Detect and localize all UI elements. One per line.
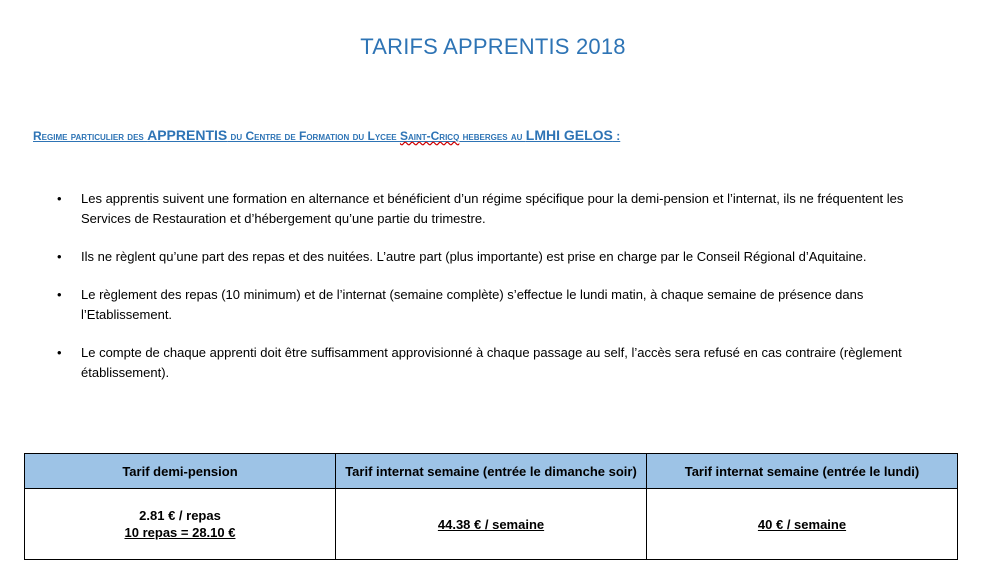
subtitle-part: Regime particulier des [33,129,148,143]
tariff-table [24,453,958,560]
subtitle-school-name: Saint-Cricq [399,129,460,143]
price-ten-meals: 10 repas = 28.10 € [124,525,236,540]
table-header-row [25,454,958,489]
bullet-icon: • [57,287,62,302]
subtitle-part: : [612,129,621,143]
price-internat-dimanche: 44.38 € / semaine [437,516,545,532]
cell-internat-dimanche [336,489,647,560]
price-internat-lundi: 40 € / semaine [757,516,847,532]
list-item [0,189,986,229]
page-title: TARIFS APPRENTIS 2018 [360,34,626,59]
section-subtitle [33,127,620,143]
cell-demi-pension [25,489,336,560]
cell-internat-lundi [647,489,958,560]
bullet-text: Le règlement des repas (10 minimum) et de l’internat (semaine complète) s’effectue le lundi matin, à chaque semaine de présence dans l’Etablissement. [81,287,864,322]
bullet-list [0,189,986,401]
bullet-icon: • [57,191,62,206]
price-stack [125,507,236,541]
bullet-text: Les apprentis suivent une formation en alternance et bénéficient d’un régime spécifique pour la demi-pension et l’internat, ils ne fréquentent les Services de Restauration et d’hébergement qu’une partie du trimestre. [81,191,904,226]
subtitle-apprentis: APPRENTIS [147,127,228,143]
subtitle-part: heberges au [459,129,526,143]
list-item [0,285,986,325]
list-item [0,247,986,267]
price-per-meal: 2.81 € / repas [139,508,221,523]
bullet-icon: • [57,345,62,360]
header-demi-pension: Tarif demi-pension [25,454,336,489]
bullet-text: Le compte de chaque apprenti doit être suffisamment approvisionné à chaque passage au self, l’accès sera refusé en cas contraire (règlement établissement). [81,345,902,380]
subtitle-establishment: LMHI GELOS [525,127,613,143]
subtitle-part: du Centre de Formation du Lycee [227,129,400,143]
table-row [25,489,958,560]
header-internat-lundi: Tarif internat semaine (entrée le lundi) [647,454,958,489]
header-internat-dimanche: Tarif internat semaine (entrée le dimanche soir) [336,454,647,489]
bullet-icon: • [57,249,62,264]
list-item [0,343,986,383]
bullet-text: Ils ne règlent qu’une part des repas et des nuitées. L’autre part (plus importante) est prise en charge par le Conseil Régional d’Aquitaine. [81,249,867,264]
